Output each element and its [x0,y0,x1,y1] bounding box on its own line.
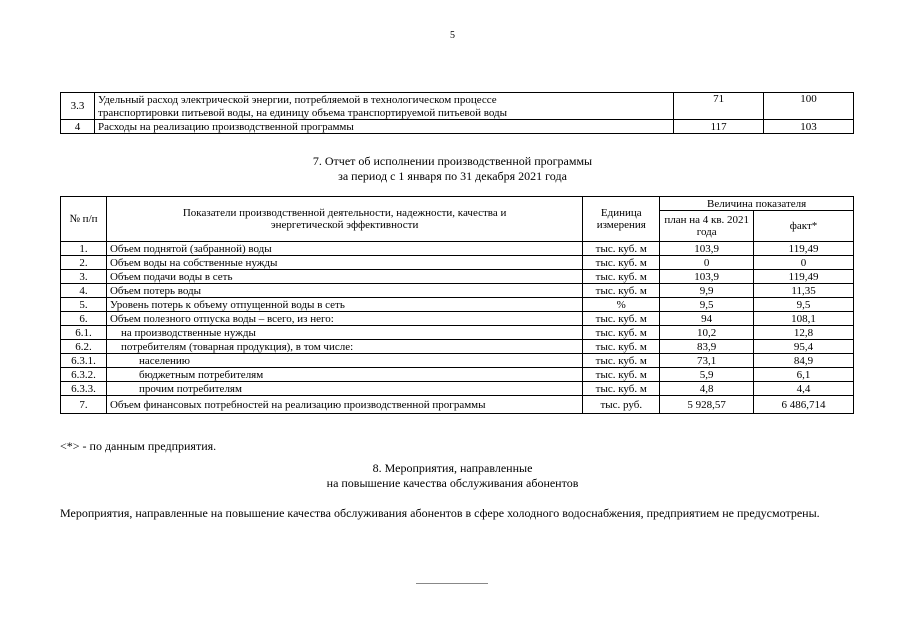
row-fact: 4,4 [754,382,854,396]
row-plan: 9,9 [660,284,754,298]
row-unit: тыс. руб. [583,396,660,414]
row-fact: 11,35 [754,284,854,298]
row-plan: 94 [660,312,754,326]
header-value-group: Величина показателя [660,197,854,211]
row-plan: 5 928,57 [660,396,754,414]
row-name: Расходы на реализацию производственной программы [94,120,673,134]
row-fact: 0 [754,256,854,270]
row-number: 3. [61,270,107,284]
row-fact: 9,5 [754,298,854,312]
row-number: 2. [61,256,107,270]
row-plan: 103,9 [660,242,754,256]
table-row [61,284,854,298]
header-indicator: Показатели производственной деятельности, надежности, качества и энергетической эффективности [106,197,582,242]
row-unit: тыс. куб. м [583,368,660,382]
header-fact: факт* [754,211,854,242]
row-fact: 119,49 [754,270,854,284]
row-unit: тыс. куб. м [583,340,660,354]
section-7-title [0,154,905,184]
row-name: Объем потерь воды [106,284,582,298]
row-plan: 9,5 [660,298,754,312]
footnote: <*> - по данным предприятия. [60,439,217,453]
table-row [61,298,854,312]
row-number: 6. [61,312,107,326]
row-number: 6.3.1. [61,354,107,368]
row-name: бюджетным потребителям [106,368,582,382]
table-row [61,340,854,354]
row-unit: тыс. куб. м [583,326,660,340]
header-num: № п/п [61,197,107,242]
row-unit: тыс. куб. м [583,382,660,396]
row-plan: 73,1 [660,354,754,368]
row-fact: 12,8 [754,326,854,340]
section-8-title-line1: 8. Мероприятия, направленные [372,461,533,475]
row-name-continued: транспортировки питьевой воды, на единицу объема транспортируемой питьевой воды [94,106,673,120]
section-8-title-line2: на повышение качества обслуживания абонентов [326,476,579,490]
row-plan: 10,2 [660,326,754,340]
row-number: 4 [61,120,95,134]
row-number: 3.3 [61,93,95,120]
row-plan: 0 [660,256,754,270]
section-8-paragraph: Мероприятия, направленные на повышение качества обслуживания абонентов в сфере холодного водоснабжения, предприятием не предусмотрены. [60,506,820,520]
section-7-title-line2: за период с 1 января по 31 декабря 2021 года [338,169,567,183]
row-name: на производственные нужды [106,326,582,340]
row-unit: тыс. куб. м [583,242,660,256]
row-number: 6.3.3. [61,382,107,396]
row-number: 6.1. [61,326,107,340]
page-number: 5 [450,30,455,41]
table-row [61,256,854,270]
row-number: 6.2. [61,340,107,354]
row-number: 4. [61,284,107,298]
row-fact: 100 [764,93,854,120]
table-row [61,368,854,382]
row-plan: 4,8 [660,382,754,396]
table-body [61,242,854,414]
row-fact: 108,1 [754,312,854,326]
row-name: прочим потребителям [106,382,582,396]
table-header-row [61,197,854,211]
table-row [61,382,854,396]
row-unit: тыс. куб. м [583,270,660,284]
row-unit: % [583,298,660,312]
row-fact: 84,9 [754,354,854,368]
row-name: Объем полезного отпуска воды – всего, из него: [106,312,582,326]
table-row [61,354,854,368]
row-plan: 83,9 [660,340,754,354]
table-row [61,120,854,134]
header-unit: Единица измерения [583,197,660,242]
row-number: 1. [61,242,107,256]
row-name: Объем поднятой (забранной) воды [106,242,582,256]
row-unit: тыс. куб. м [583,354,660,368]
program-report-table [60,196,854,414]
row-fact: 6 486,714 [754,396,854,414]
table-row [61,312,854,326]
section-7-title-line1: 7. Отчет об исполнении производственной программы [312,154,593,168]
row-unit: тыс. куб. м [583,256,660,270]
row-unit: тыс. куб. м [583,312,660,326]
row-name: Удельный расход электрической энергии, потребляемой в технологическом процессе [94,93,673,107]
row-plan: 71 [674,93,764,120]
row-name: Объем финансовых потребностей на реализацию производственной программы [106,396,582,414]
row-fact: 103 [764,120,854,134]
row-name: населению [106,354,582,368]
row-name: Объем воды на собственные нужды [106,256,582,270]
row-name: потребителям (товарная продукция), в том числе: [106,340,582,354]
row-plan: 5,9 [660,368,754,382]
table-row [61,270,854,284]
header-plan: план на 4 кв. 2021 года [660,211,754,242]
table-row [61,93,854,107]
row-fact: 6,1 [754,368,854,382]
row-fact: 95,4 [754,340,854,354]
indicators-table-continued [60,92,854,134]
row-number: 7. [61,396,107,414]
row-plan: 103,9 [660,270,754,284]
table-row [61,242,854,256]
row-number: 5. [61,298,107,312]
table-row [61,326,854,340]
footer-divider [416,583,488,584]
section-8-title [0,461,905,491]
row-unit: тыс. куб. м [583,284,660,298]
row-fact: 119,49 [754,242,854,256]
row-number: 6.3.2. [61,368,107,382]
row-name: Уровень потерь к объему отпущенной воды в сеть [106,298,582,312]
table-row [61,396,854,414]
row-plan: 117 [674,120,764,134]
row-name: Объем подачи воды в сеть [106,270,582,284]
